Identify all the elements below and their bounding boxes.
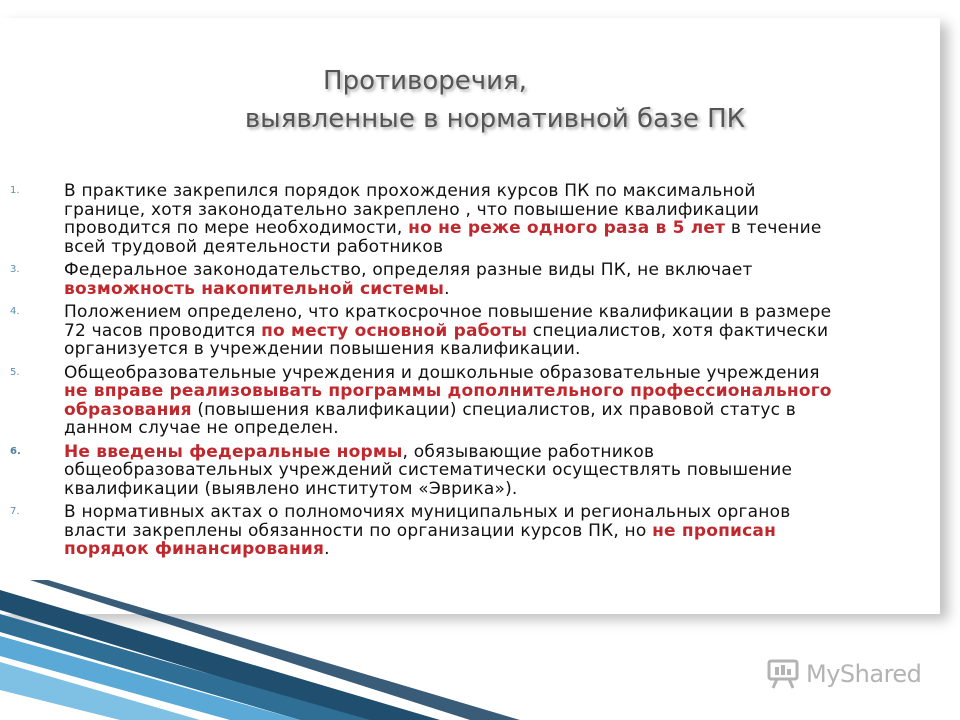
highlighted-text: но не реже одного раза в 5 лет <box>408 218 726 238</box>
list-item-number: 3. <box>10 264 20 275</box>
list-item-text <box>64 364 834 438</box>
highlighted-text: по месту основной работы <box>261 320 528 341</box>
list-item-number: 1. <box>10 185 20 196</box>
text-segment: . <box>324 539 330 559</box>
list-item-text <box>64 303 834 359</box>
contradictions-list <box>0 182 900 564</box>
text-segment: . <box>444 278 450 299</box>
text-segment: Федеральное законодательство, определяя разные виды ПК, не включает <box>64 260 753 280</box>
list-item-number: 6. <box>10 445 21 457</box>
myshared-logo[interactable] <box>766 656 921 692</box>
page-title <box>0 62 960 138</box>
text-segment: , обязывающие работников общеобразовательных учреждений систематически осуществлять повышение квалификации (выявлено институтом «Эврика»). <box>64 441 793 499</box>
list-item-number: 4. <box>10 306 20 317</box>
text-segment: В нормативных актах о полномочиях муниципальных и региональных органов власти закреплены обязанности по организации курсов ПК, но <box>64 502 791 541</box>
presentation-board-icon <box>766 659 800 689</box>
title-line-2: выявленные в нормативной базе ПК <box>244 104 746 134</box>
text-segment: В практике закрепился порядок прохождения курсов ПК по максимальной границе, хотя законодательно закреплено , что повышение квалификации проводится по мере необходимости, <box>64 181 760 238</box>
list-item <box>0 182 900 256</box>
highlighted-text: возможность накопительной системы <box>64 278 445 299</box>
list-item-text <box>64 182 834 256</box>
list-item-text <box>64 443 834 499</box>
decorative-stripes <box>0 580 960 720</box>
title-line-1: Противоречия, <box>323 66 527 96</box>
text-segment: (повышения квалификации) специалистов, их правовой статус в данном случае не определен. <box>64 399 797 438</box>
text-segment: в течение всей трудовой деятельности работников <box>64 218 822 257</box>
highlighted-text: Не введены федеральные нормы <box>64 441 403 462</box>
list-item-number: 7. <box>10 506 20 517</box>
highlighted-text: не прописан порядок финансирования <box>64 520 777 559</box>
list-item <box>0 261 900 298</box>
text-segment: Общеобразовательные учреждения и дошкольные образовательные учреждения <box>64 362 820 383</box>
list-item-number: 5. <box>10 366 20 378</box>
text-segment: Положением определено, что краткосрочное повышение квалификации в размере 72 часов проводится <box>64 302 832 341</box>
list-item <box>0 503 900 559</box>
highlighted-text: не вправе реализовывать программы дополнительного профессионального образования <box>64 381 832 420</box>
list-item <box>0 364 900 438</box>
list-item <box>0 443 900 499</box>
list-item-text <box>64 261 834 298</box>
list-item <box>0 303 900 359</box>
logo-text: MyShared <box>806 660 922 688</box>
list-item-text <box>64 503 834 559</box>
text-segment: специалистов, хотя фактически организуется в учреждении повышения квалификации. <box>64 320 829 359</box>
